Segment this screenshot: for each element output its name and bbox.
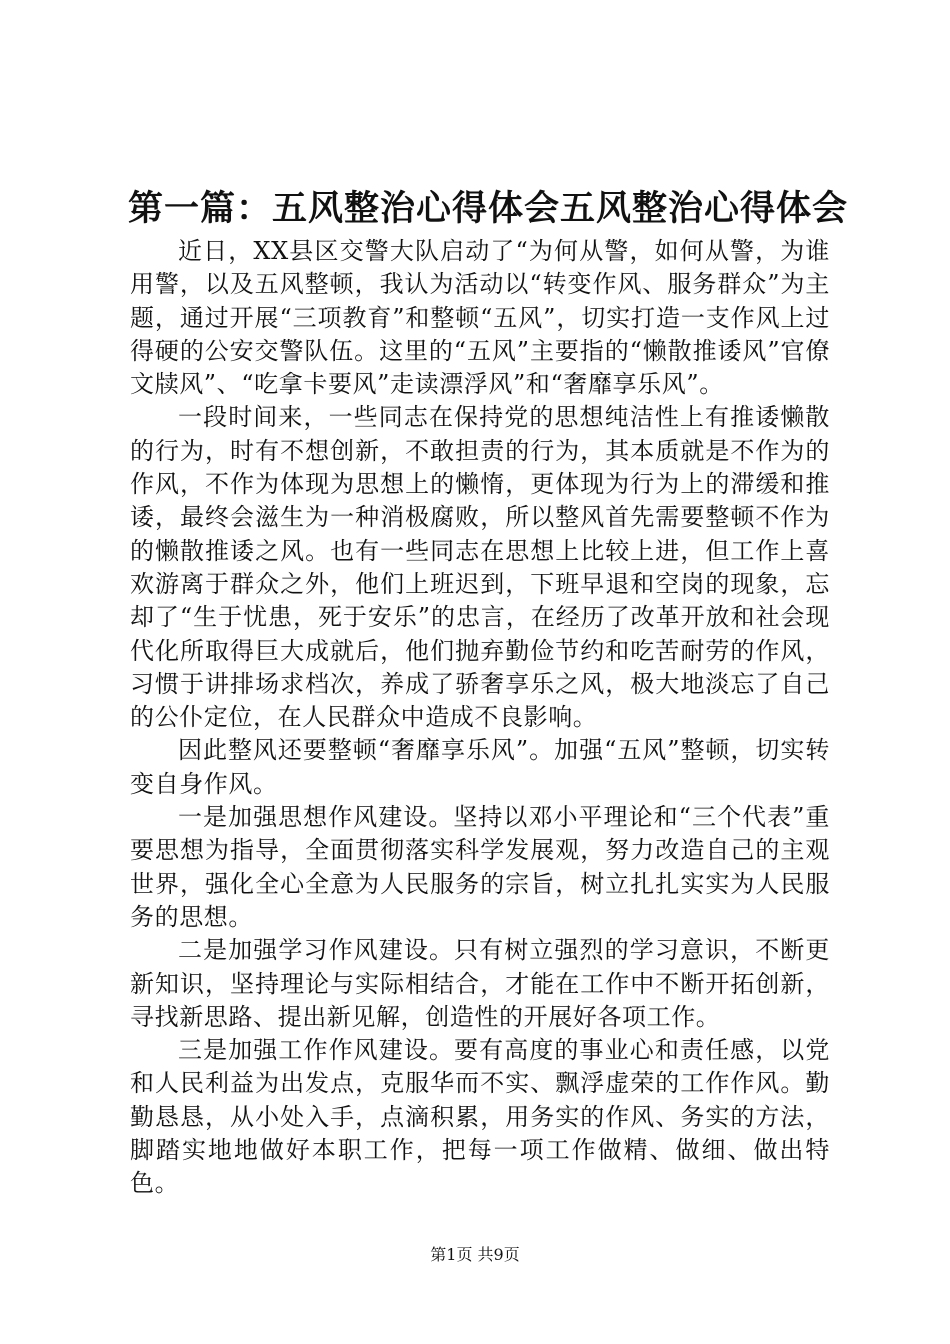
page-footer bbox=[0, 1244, 950, 1266]
paragraph-5: 二是加强学习作风建设。只有树立强烈的学习意识，不断更新知识，坚持理论与实际相结合，才能在工作中不断开拓创新，寻找新思路、提出新见解，创造性的开展好各项工作。 bbox=[130, 936, 830, 1031]
paragraph-1: 近日，XX县区交警大队启动了“为何从警，如何从警，为谁用警，以及五风整顿，我认为活动以“转变作风、服务群众”为主题，通过开展“三项教育”和整顿“五风”，切实打造一支作风上过得硬的公安交警队伍。这里的“五风”主要指的“懒散推诿风”官僚文牍风”、“吃拿卡要风”走读漂浮风”和“奢靡享乐风”。 bbox=[130, 237, 830, 399]
paragraph-6: 三是加强工作作风建设。要有高度的事业心和责任感，以党和人民利益为出发点，克服华而不实、飘浮虚荣的工作作风。勤勤恳恳，从小处入手，点滴积累，用务实的作风、务实的方法，脚踏实地地做好本职工作，把每一项工作做精、做细、做出特色。 bbox=[130, 1036, 830, 1198]
paragraph-4: 一是加强思想作风建设。坚持以邓小平理论和“三个代表”重要思想为指导，全面贯彻落实科学发展观，努力改造自己的主观世界，强化全心全意为人民服务的宗旨，树立扎扎实实为人民服务的思想。 bbox=[130, 803, 830, 931]
document-title: 第一篇：五风整治心得体会五风整治心得体会 bbox=[128, 188, 849, 229]
page-number-label: 第1页 共9页 bbox=[430, 1245, 520, 1264]
paragraph-2: 一段时间来，一些同志在保持党的思想纯洁性上有推诿懒散的行为，时有不想创新，不敢担责的行为，其本质就是不作为的作风，不作为体现为思想上的懒惰，更体现为行为上的滞缓和推诿，最终会滋生为一种消极腐败，所以整风首先需要整顿不作为的懒散推诿之风。也有一些同志在思想上比较上进，但工作上喜欢游离于群众之外，他们上班迟到，下班早退和空岗的现象，忘却了“生于忧患，死于安乐”的忠言，在经历了改革开放和社会现代化所取得巨大成就后，他们抛弃勤俭节约和吃苦耐劳的作风，习惯于讲排场求档次，养成了骄奢享乐之风，极大地淡忘了自己的公仆定位，在人民群众中造成不良影响。 bbox=[130, 403, 830, 732]
paragraph-3: 因此整风还要整顿“奢靡享乐风”。加强“五风”整顿，切实转变自身作风。 bbox=[130, 736, 830, 798]
document-body bbox=[130, 235, 830, 1201]
